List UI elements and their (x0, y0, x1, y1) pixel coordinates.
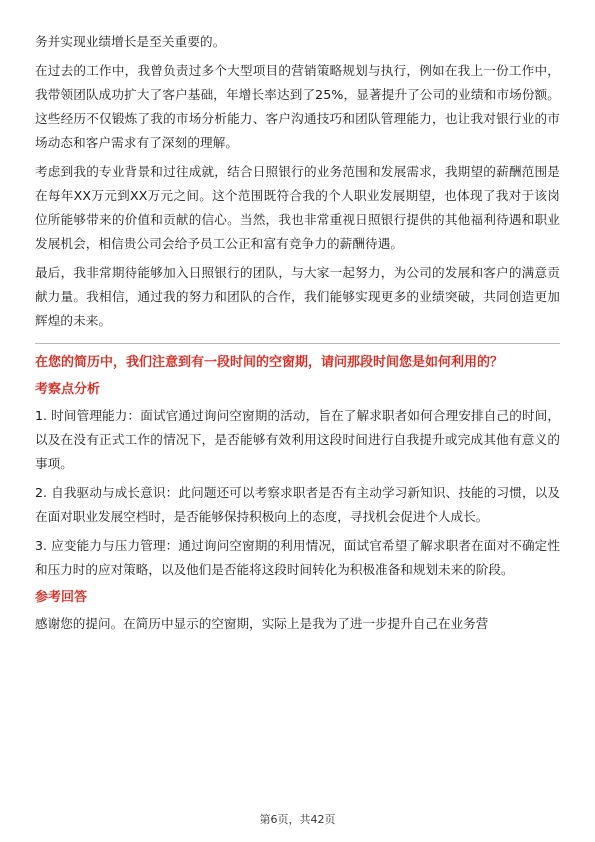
document-page (35, 30, 560, 641)
answer-heading: 参考回答 (35, 590, 88, 605)
page-number-footer: 第6页，共42页 (259, 813, 336, 826)
body-paragraph: 在过去的工作中，我曾负责过多个大型项目的营销策略规划与执行，例如在我上一份工作中，我带领团队成功扩大了客户基础，年增长率达到了25%，显著提升了公司的业绩和市场份额。这些经历不仅锻炼了我的市场分析能力、客户沟通技巧和团队管理能力，也让我对银行业的市场动态和客户需求有了深刻的理解。 (35, 63, 560, 150)
interview-question: 在您的简历中，我们注意到有一段时间的空窗期，请问那段时间您是如何利用的？ (35, 355, 504, 370)
analysis-item: 1. 时间管理能力：面试官通过询问空窗期的活动，旨在了解求职者如何合理安排自己的时间，以及在没有正式工作的情况下，是否能够有效利用这段时间进行自我提升或完成其他有意义的事项。 (35, 408, 560, 471)
analysis-item: 2. 自我驱动与成长意识：此问题还可以考察求职者是否有主动学习新知识、技能的习惯，以及在面对职业发展空档时，是否能够保持积极向上的态度，寻找机会促进个人成长。 (35, 485, 560, 524)
body-paragraph: 考虑到我的专业背景和过往成就，结合日照银行的业务范围和发展需求，我期望的薪酬范围是在每年XX万元到XX万元之间。这个范围既符合我的个人职业发展期望，也体现了我对于该岗位所能够带来的价值和贡献的信心。当然，我也非常重视日照银行提供的其他福利待遇和职业发展机会，相信贵公司会给予员工公正和富有竞争力的薪酬待遇。 (35, 164, 560, 251)
body-paragraph: 最后，我非常期待能够加入日照银行的团队，与大家一起努力，为公司的发展和客户的满意贡献力量。我相信，通过我的努力和团队的合作，我们能够实现更多的业绩突破，共同创造更加辉煌的未来。 (35, 265, 560, 328)
answer-text: 感谢您的提问。在简历中显示的空窗期，实际上是我为了进一步提升自己在业务营 (35, 616, 489, 631)
section-divider (35, 343, 560, 344)
analysis-item: 3. 应变能力与压力管理：通过询问空窗期的利用情况，面试官希望了解求职者在面对不确定性和压力时的应对策略，以及他们是否能将这段时间转化为积极准备和规划未来的阶段。 (35, 538, 560, 577)
analysis-heading: 考察点分析 (35, 382, 101, 397)
body-paragraph: 务并实现业绩增长是至关重要的。 (35, 34, 226, 49)
